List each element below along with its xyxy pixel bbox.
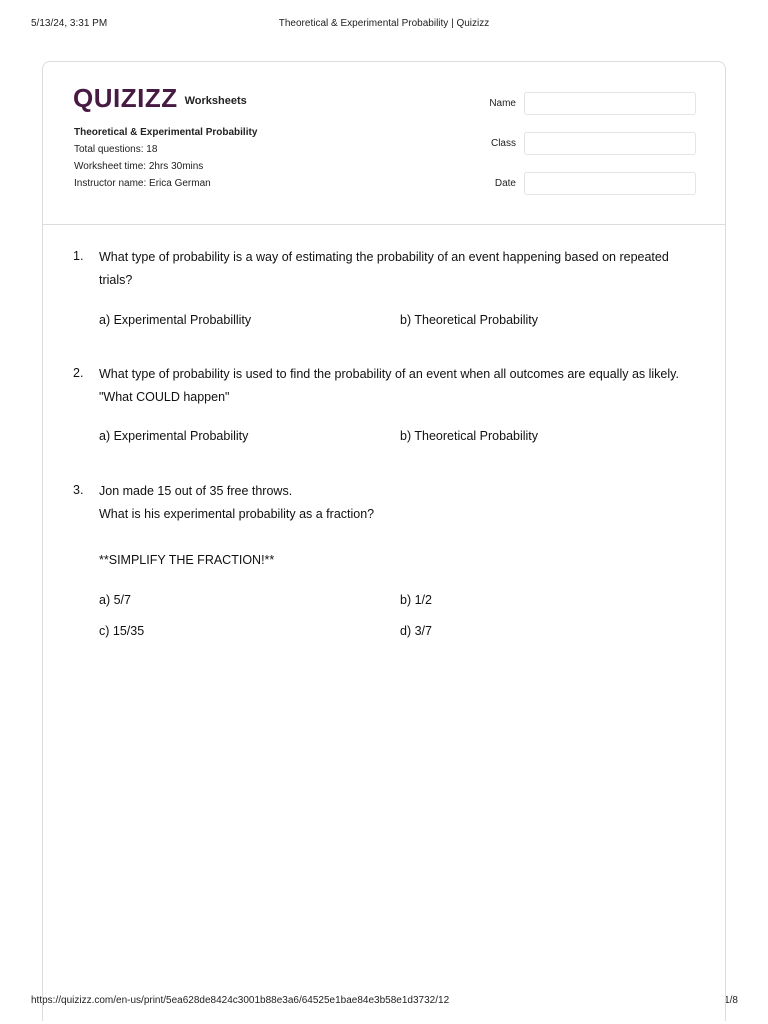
- question-number: 2.: [73, 366, 84, 380]
- question-text: What type of probability is used to find the probability of an event when all outcomes are equally as likely. "What COULD happen": [99, 367, 679, 404]
- date-label: Date: [494, 178, 516, 189]
- quizizz-logo: [73, 85, 247, 111]
- q3-option-c[interactable]: c) 15/35: [99, 624, 145, 638]
- worksheet-time: Worksheet time: 2hrs 30mins: [74, 161, 204, 172]
- q2-option-a[interactable]: a) Experimental Probability: [99, 429, 249, 443]
- worksheet-header: [43, 62, 725, 225]
- q3-option-d[interactable]: d) 3/7: [400, 624, 432, 638]
- instructor-name: Instructor name: Erica German: [74, 178, 211, 189]
- name-field[interactable]: [524, 92, 696, 115]
- print-url: https://quizizz.com/en-us/print/5ea628de8424c3001b88e3a6/64525e1bae84e3b58e1d3732/12: [31, 995, 450, 1006]
- print-datetime: 5/13/24, 3:31 PM: [31, 18, 108, 29]
- q2-option-b[interactable]: b) Theoretical Probability: [400, 429, 539, 443]
- logo-subtitle: Worksheets: [184, 95, 247, 107]
- question-number: 1.: [73, 249, 84, 263]
- question-text-line-2: What is his experimental probability as a fraction?: [99, 507, 375, 521]
- class-label: Class: [490, 138, 516, 149]
- worksheet-title: Theoretical & Experimental Probability: [74, 127, 258, 138]
- name-label: Name: [489, 98, 516, 109]
- question-text: What type of probability is a way of estimating the probability of an event happening based on repeated trials?: [99, 250, 669, 287]
- date-field[interactable]: [524, 172, 696, 195]
- worksheet-page: [42, 61, 726, 1021]
- question-text-line-1: Jon made 15 out of 35 free throws.: [99, 484, 293, 498]
- print-page-number: 1/8: [724, 995, 738, 1006]
- q1-option-b[interactable]: b) Theoretical Probability: [400, 313, 539, 327]
- q3-option-a[interactable]: a) 5/7: [99, 593, 131, 607]
- question-text-line-3: **SIMPLIFY THE FRACTION!**: [99, 553, 275, 567]
- q1-option-a[interactable]: a) Experimental Probabillity: [99, 313, 252, 327]
- q3-option-b[interactable]: b) 1/2: [400, 593, 432, 607]
- total-questions: Total questions: 18: [74, 144, 158, 155]
- class-field[interactable]: [524, 132, 696, 155]
- print-doc-title: Theoretical & Experimental Probability | Quizizz: [278, 18, 490, 29]
- worksheet-meta: [74, 127, 257, 195]
- logo-text: QUIZIZZ: [73, 83, 178, 113]
- question-number: 3.: [73, 483, 84, 497]
